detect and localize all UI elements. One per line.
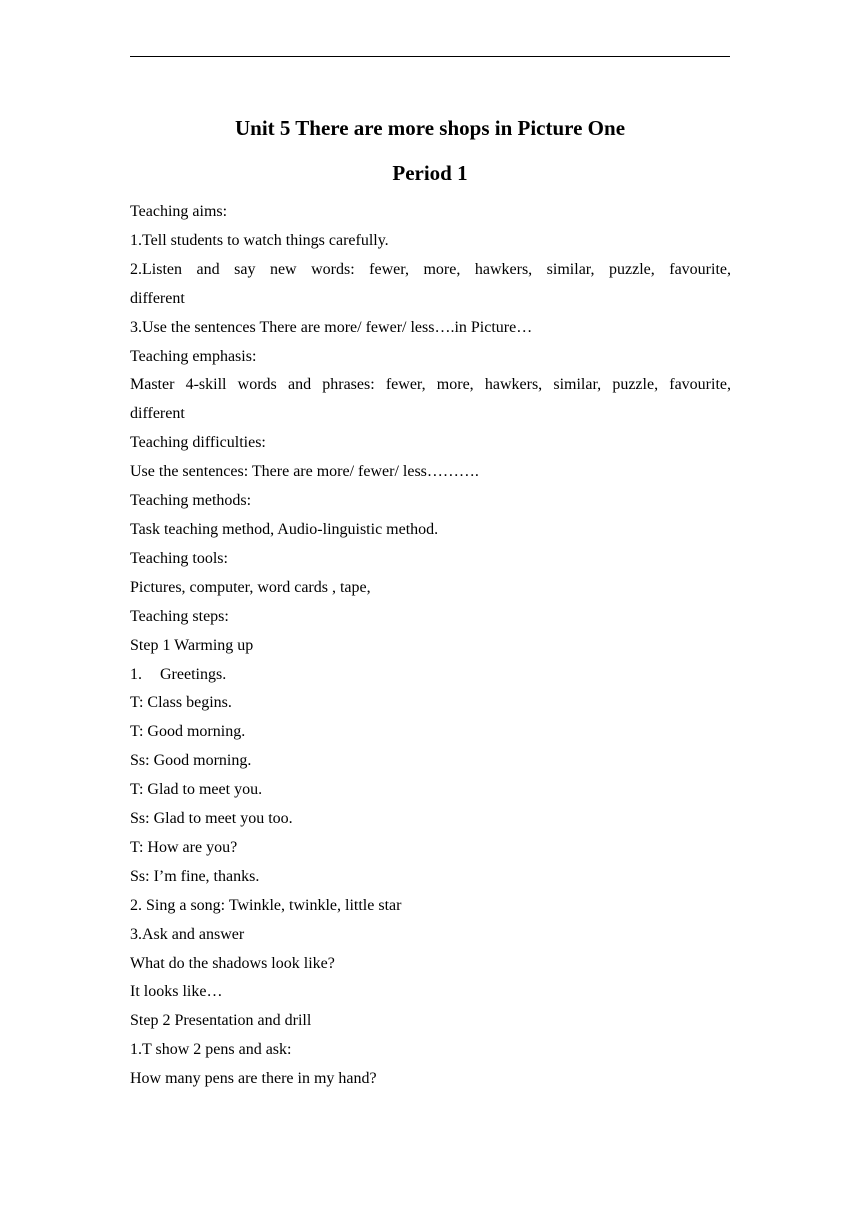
dialogue-line: Ss: I’m fine, thanks. [130, 867, 260, 885]
presentation-item: 1.T show 2 pens and ask: [130, 1041, 292, 1059]
dialogue-line: T: Glad to meet you. [130, 781, 263, 799]
aim-2: 2.Listen and say new words: fewer, more, hawkers, similar, puzzle, favourite, [130, 260, 731, 278]
answer-line: It looks like… [130, 983, 223, 1001]
dialogue-line: Ss: Glad to meet you too. [130, 810, 293, 828]
dialogue-line: T: Class begins. [130, 694, 232, 712]
document-title: Unit 5 There are more shops in Picture One [234, 116, 626, 140]
ask-answer-item: 3.Ask and answer [130, 925, 245, 943]
dialogue-line: T: How are you? [130, 838, 238, 856]
question-line: How many pens are there in my hand? [130, 1070, 377, 1088]
question-line: What do the shadows look like? [130, 954, 335, 972]
dialogue-line: T: Good morning. [130, 723, 246, 741]
step-1-heading: Step 1 Warming up [130, 636, 254, 654]
greetings-number: 1. [130, 665, 142, 683]
period-heading: Period 1 [392, 161, 468, 185]
emphasis-text-continued: different [130, 405, 185, 423]
teaching-difficulties-heading: Teaching difficulties: [130, 434, 266, 452]
aim-1: 1.Tell students to watch things carefully. [130, 231, 389, 249]
teaching-aims-heading: Teaching aims: [130, 203, 228, 220]
methods-text: Task teaching method, Audio-linguistic method. [130, 520, 439, 538]
aim-2-continued: different [130, 289, 185, 307]
emphasis-text: Master 4-skill words and phrases: fewer, more, hawkers, similar, puzzle, favourite, [130, 376, 731, 394]
aim-3: 3.Use the sentences There are more/ fewer/ less….in Picture… [130, 318, 533, 336]
greetings-item [130, 661, 731, 690]
difficulties-text: Use the sentences: There are more/ fewer/ less………. [130, 463, 479, 481]
step-2-heading: Step 2 Presentation and drill [130, 1012, 312, 1030]
dialogue-line: Ss: Good morning. [130, 752, 252, 770]
header-rule [130, 56, 730, 57]
teaching-steps-heading: Teaching steps: [130, 607, 229, 625]
teaching-methods-heading: Teaching methods: [130, 492, 252, 510]
teaching-emphasis-heading: Teaching emphasis: [130, 347, 257, 365]
tools-text: Pictures, computer, word cards , tape, [130, 578, 371, 596]
song-item: 2. Sing a song: Twinkle, twinkle, little star [130, 896, 402, 914]
greetings-text: Greetings. [160, 665, 227, 683]
teaching-tools-heading: Teaching tools: [130, 549, 228, 567]
lesson-plan-body [130, 198, 731, 1094]
